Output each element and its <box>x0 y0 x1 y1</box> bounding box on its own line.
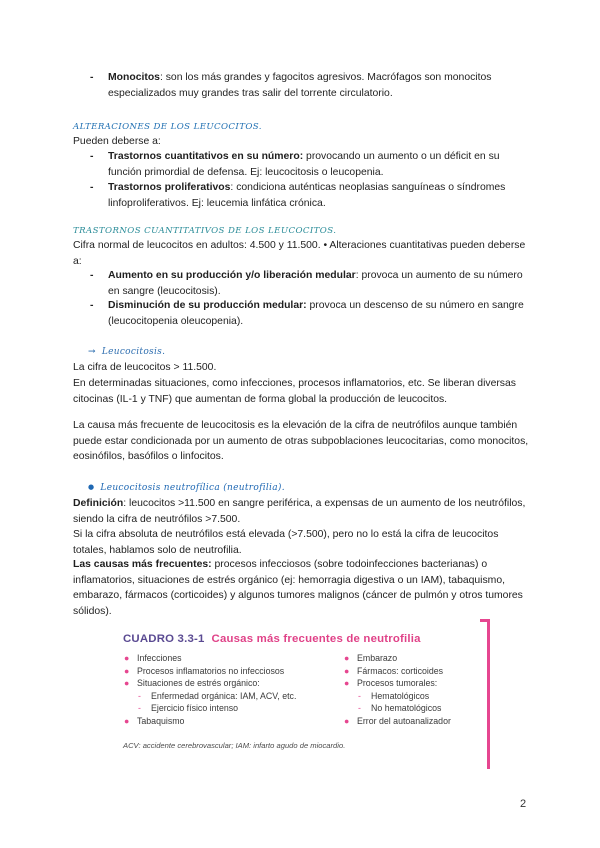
causes-text: procesos infecciosos (sobre todoinfecciones bacterianas) o inflamatorios, situaciones de estrés orgánico (ej: hemorragia digestiva o un IAM), tabaquismo, embarazo, fármacos (corticoides) y algunos tumores malignos (cáncer de pulmón y otros tumores sólidos). <box>73 559 523 617</box>
cuadro-footnote: ACV: accidente cerebrovascular; IAM: infarto agudo de miocardio. <box>123 741 346 750</box>
dash-marker: - <box>90 72 94 83</box>
dash-icon: - <box>358 703 361 714</box>
list-subitem <box>123 690 343 703</box>
cuadro-border-top <box>480 619 490 622</box>
list-item-label: Situaciones de estrés orgánico: <box>137 678 260 689</box>
cuadro-number: CUADRO 3.3-1 <box>123 633 205 645</box>
dash-marker: - <box>90 300 94 311</box>
bullet-icon: ● <box>124 653 130 663</box>
item-text: : condiciona auténticas neoplasias sanguíneas o síndromes linfoproliferativos. Ej: leucemia linfática crónica. <box>108 182 506 209</box>
causes-term: Las causas más frecuentes: <box>73 559 212 570</box>
cuantitativos-intro: Cifra normal de leucocitos en adultos: 4.500 y 11.500. • Alteraciones cuantitativas pueden deberse a: <box>73 240 526 267</box>
item-text: provoca un descenso de su número en sangre (leucocitopenia oleucopenia). <box>108 300 524 327</box>
item-term: Disminución de su producción medular: <box>108 300 307 311</box>
list-subitem <box>343 702 488 715</box>
bullet-icon: ● <box>344 715 350 726</box>
neutrofilia-definition <box>73 496 533 527</box>
item-term: Trastornos cuantitativos en su número: <box>108 151 304 162</box>
section-heading-alteraciones: ALTERACIONES DE LOS LEUCOCITOS. <box>73 122 262 132</box>
cuantitativos-item <box>90 268 535 299</box>
list-item-label: Ejercicio físico intenso <box>151 703 239 714</box>
list-item-label: Enfermedad orgánica: IAM, ACV, etc. <box>151 690 297 701</box>
list-item <box>123 715 343 728</box>
list-item-label: Error del autoanalizador <box>357 715 451 726</box>
monocitos-term: Monocitos <box>108 72 160 83</box>
list-subitem <box>123 702 343 715</box>
subsection-leucocitosis <box>88 345 165 359</box>
leucocitosis-p3: La causa más frecuente de leucocitosis es la elevación de la cifra de neutrófilos aunque también puede estar condicionada por un aumento de otras subpoblaciones leucocitarias, como monocitos, eosinófilos, basófilos o linfocitos. <box>73 420 529 463</box>
list-item-label: Procesos tumorales: <box>357 678 438 689</box>
dash-marker: - <box>90 182 94 193</box>
cuantitativos-item <box>90 298 535 329</box>
cuadro-title <box>123 633 421 645</box>
leucocitosis-p2: En determinadas situaciones, como infecciones, procesos inflamatorios, etc. Se liberan diversas citocinas (IL-1 y TNF) que aumentan de forma global la producción de leucocitos. <box>73 378 516 405</box>
subsection-neutrofilia <box>88 480 285 495</box>
item-text: provocando un aumento o un déficit en su función primordial de defensa. Ej: leucocitosis o leucopenia. <box>108 151 500 178</box>
list-item <box>343 665 488 678</box>
leucocitosis-p1: La cifra de leucocitos > 11.500. <box>73 362 217 373</box>
arrow-icon: → <box>88 347 96 357</box>
cuadro-title-text: Causas más frecuentes de neutrofilia <box>211 633 421 645</box>
dash-marker: - <box>90 151 94 162</box>
bullet-icon: ● <box>344 678 350 689</box>
cuadro-table <box>106 619 490 769</box>
page-number: 2 <box>520 798 527 810</box>
list-item <box>343 715 488 728</box>
list-item <box>343 652 488 665</box>
list-item-label: Embarazo <box>357 653 398 663</box>
bullet-icon: ● <box>124 665 130 676</box>
dash-icon: - <box>138 703 141 714</box>
subsection-title: Leucocitosis. <box>101 347 166 357</box>
monocitos-bullet <box>90 70 535 101</box>
neutrofilia-p2: Si la cifra absoluta de neutrófilos está elevada (>7.500), pero no lo está la cifra de leucocitos totales, hablamos solo de neutrofilia. <box>73 529 499 556</box>
item-term: Trastornos proliferativos <box>108 182 231 193</box>
list-item-label: Tabaquismo <box>137 715 185 726</box>
list-item <box>343 677 488 690</box>
item-term: Aumento en su producción y/o liberación medular <box>108 270 356 281</box>
list-item-label: Fármacos: corticoides <box>357 665 444 676</box>
monocitos-text: : son los más grandes y fagocitos agresivos. Macrófagos son monocitos especializados muy grandes tras salir del torrente circulatorio. <box>108 72 492 99</box>
alteraciones-intro: Pueden deberse a: <box>73 136 161 147</box>
dash-icon: - <box>138 690 141 701</box>
bullet-icon: ● <box>88 482 95 491</box>
alteraciones-item <box>90 149 535 180</box>
list-item-label: Infecciones <box>137 653 182 663</box>
list-item-label: Procesos inflamatorios no infecciosos <box>137 665 285 676</box>
bullet-icon: ● <box>344 653 350 663</box>
list-subitem <box>343 690 488 703</box>
definition-term: Definición <box>73 498 124 509</box>
list-item-label: No hematológicos <box>371 703 442 714</box>
list-item <box>123 652 343 665</box>
bullet-icon: ● <box>124 715 130 726</box>
bullet-icon: ● <box>344 665 350 676</box>
cuadro-left-column <box>123 652 343 728</box>
dash-marker: - <box>90 270 94 281</box>
dash-icon: - <box>358 690 361 701</box>
list-item <box>123 665 343 678</box>
list-item-label: Hematológicos <box>371 690 430 701</box>
item-text: : provoca un aumento de su número en sangre (leucocitosis). <box>108 270 523 297</box>
neutrofilia-causes <box>73 557 533 619</box>
list-item <box>123 677 343 690</box>
alteraciones-item <box>90 180 535 211</box>
cuadro-right-column <box>343 652 488 728</box>
bullet-icon: ● <box>124 678 130 689</box>
section-heading-cuantitativos: TRASTORNOS CUANTITATIVOS DE LOS LEUCOCITOS. <box>73 226 337 236</box>
definition-text: : leucocitos >11.500 en sangre periférica, a expensas de un aumento de los neutrófilos, siendo la cifra de neutrófilos >7.500. <box>73 498 526 525</box>
subsection-title: Leucocitosis neutrofílica (neutrofilia). <box>100 483 285 493</box>
